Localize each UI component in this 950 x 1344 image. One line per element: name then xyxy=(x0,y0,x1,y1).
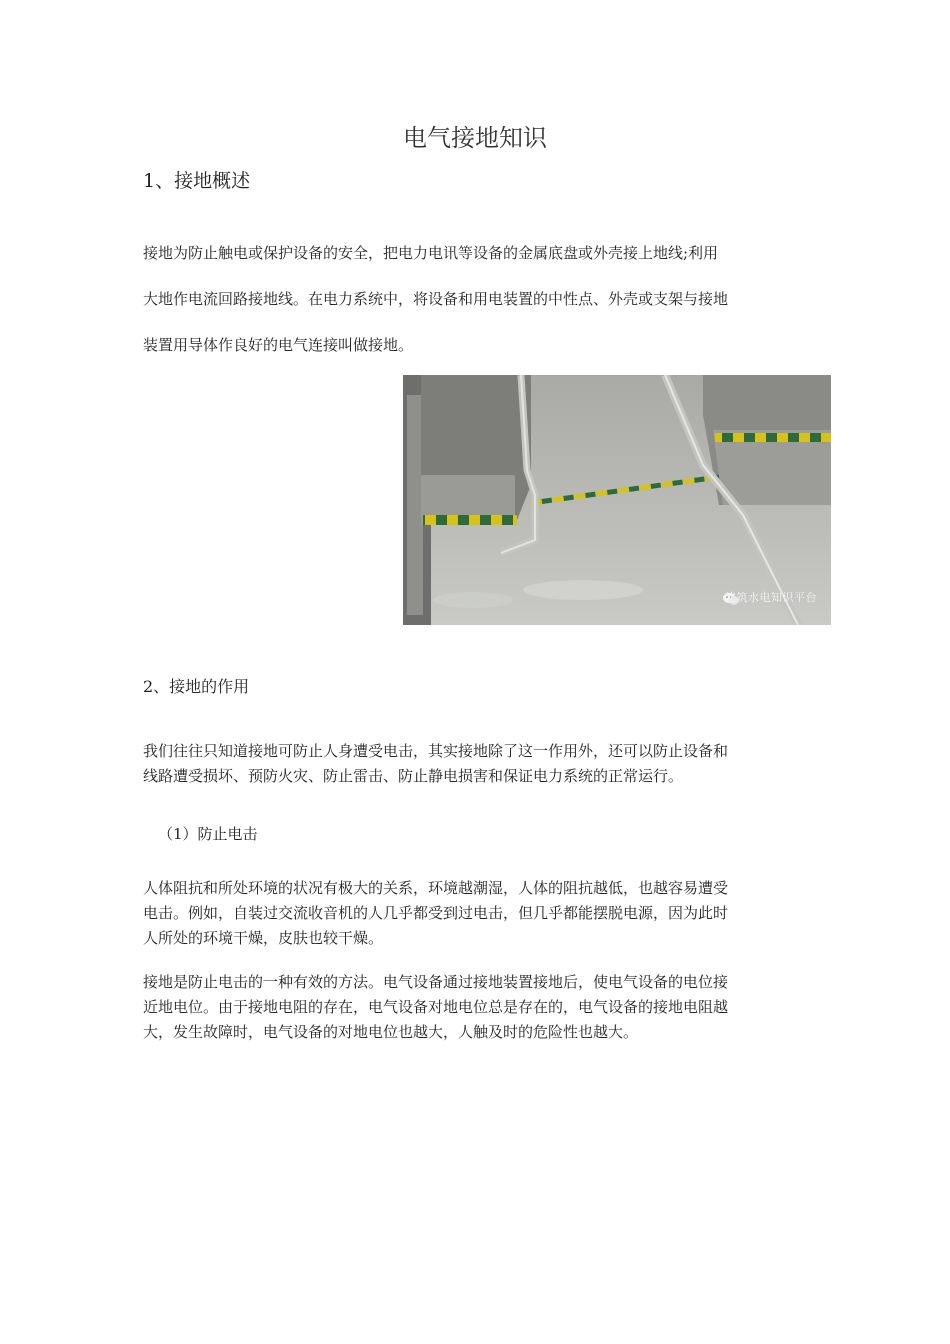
section2-paragraph xyxy=(143,739,808,789)
paragraph-line: 大地作电流回路接地线。在电力系统中，将设备和用电装置的中性点、外壳或支架与接地 xyxy=(143,290,729,308)
paragraph-line: 线路遭受损坏、预防火灾、防止雷击、防止静电损害和保证电力系统的正常运行。 xyxy=(143,767,684,785)
section1-heading: 1、接地概述 xyxy=(143,170,251,192)
image-watermark: 建筑水电知识平台 xyxy=(725,591,817,604)
document-title: 电气接地知识 xyxy=(403,124,547,152)
section2-heading: 2、接地的作用 xyxy=(143,677,250,696)
paragraph-line: 我们往往只知道接地可防止人身遭受电击，其实接地除了这一作用外，还可以防止设备和 xyxy=(143,742,729,760)
paragraph-line: 装置用导体作良好的电气连接叫做接地。 xyxy=(143,336,414,354)
paragraph-line: 人所处的环境干燥，皮肤也较干燥。 xyxy=(143,929,384,947)
paragraph-line: 接地为防止触电或保护设备的安全，把电力电讯等设备的金属底盘或外壳接上地线;利用 xyxy=(143,244,719,262)
paragraph-line: 人体阻抗和所处环境的状况有极大的关系，环境越潮湿，人体的阻抗越低，也越容易遭受 xyxy=(143,879,729,897)
paragraph-line: 电击。例如，自装过交流收音机的人几乎都受到过电击，但几乎都能摆脱电源，因为此时 xyxy=(143,904,729,922)
subsection-heading: （1）防止电击 xyxy=(158,825,258,843)
paragraph-line: 近地电位。由于接地电阻的存在，电气设备对地电位总是存在的，电气设备的接地电阻越 xyxy=(143,998,729,1016)
subsection-paragraph-2 xyxy=(143,970,808,1045)
paragraph-line: 接地是防止电击的一种有效的方法。电气设备通过接地装置接地后，使电气设备的电位接 xyxy=(143,973,729,991)
section1-paragraph xyxy=(143,238,808,376)
grounding-photo-drawing xyxy=(403,375,831,625)
subsection-paragraph-1 xyxy=(143,876,808,951)
paragraph-line: 大，发生故障时，电气设备的对地电位也越大，人触及时的危险性也越大。 xyxy=(143,1023,639,1041)
grounding-photo xyxy=(403,375,831,625)
